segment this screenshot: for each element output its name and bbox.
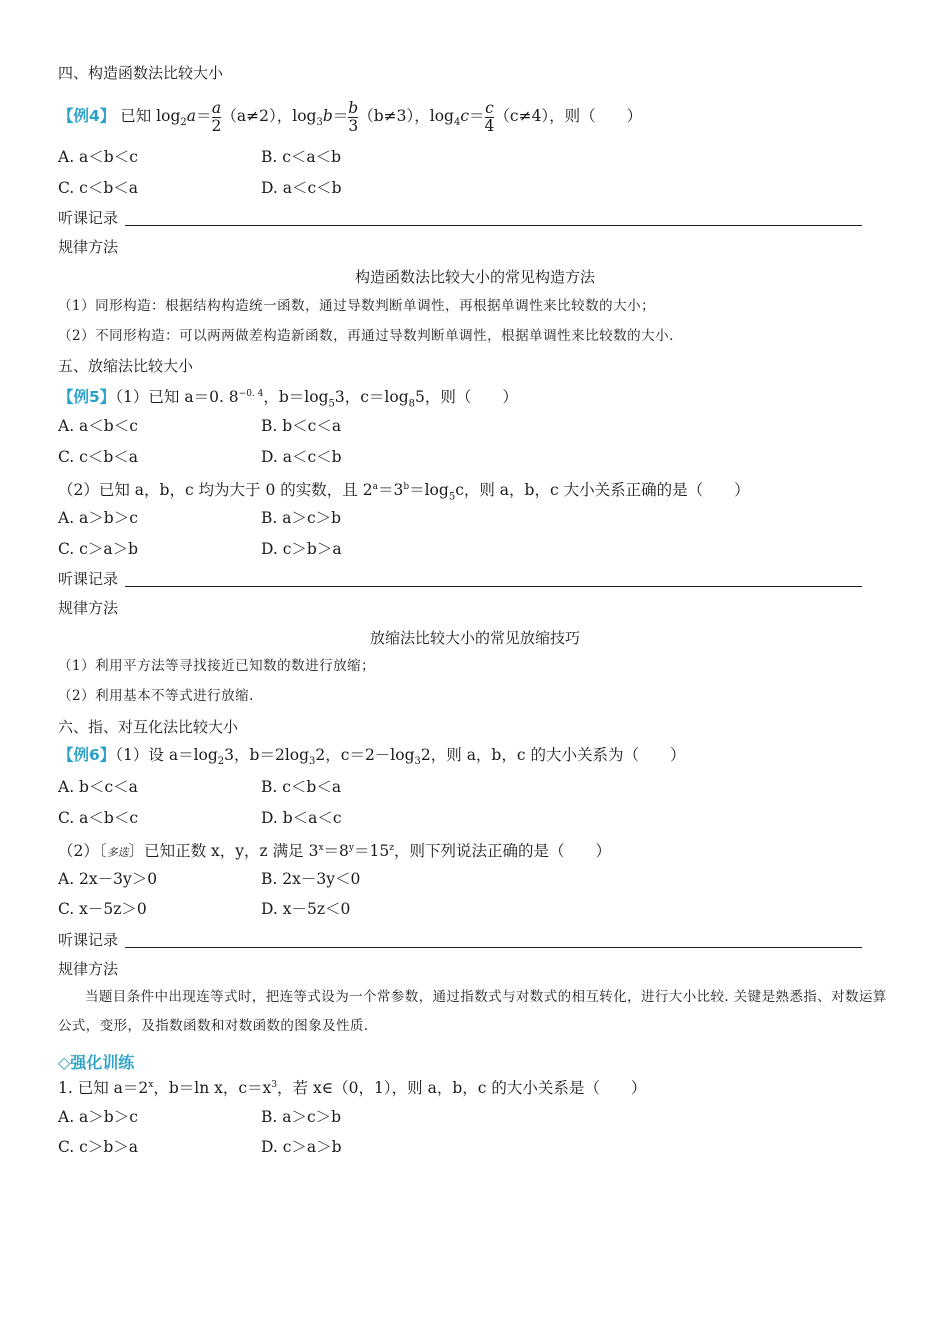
- method-title-5: 放缩法比较大小的常见放缩技巧: [369, 629, 580, 647]
- example-5-1-option-b: B. b＜c＜a: [261, 417, 342, 435]
- notes-line-5: [125, 586, 862, 587]
- training-heading: ◇强化训练: [58, 1053, 135, 1072]
- example-4-option-b: B. c＜a＜b: [261, 148, 342, 166]
- example-4-option-a: A. a＜b＜c: [58, 148, 138, 166]
- example-6-2-option-b: B. 2x－3y＜0: [261, 870, 361, 888]
- method-label-5: 规律方法: [58, 599, 119, 617]
- training-option-b: B. a＞c＞b: [261, 1108, 342, 1126]
- fraction-a-over-2: $\frac{a}{2}$: [211, 98, 222, 135]
- example-6-1-option-c: C. a＜b＜c: [58, 809, 139, 827]
- example-5-question-2: （2）已知 a，b，c 均为大于 0 的实数，且 $2^a=3^b=\log_5c$，则 a，b，c 大小关系正确的是（ ）: [58, 481, 750, 503]
- method-item-4-1: （1）同形构造：根据结构构造统一函数，通过导数判断单调性，再根据单调性来比较数的大小；: [58, 298, 656, 314]
- notes-label-5: 听课记录: [58, 570, 119, 588]
- example-5-2-option-b: B. a＞c＞b: [261, 509, 342, 527]
- example-6-1-option-d: D. b＜a＜c: [261, 809, 342, 827]
- training-question-1: 1. 已知 $a=2^x$，b＝ln x，$c=x^3$，若 x∈（0，1），则 a，b，c 的大小关系是（ ）: [58, 1079, 647, 1098]
- example-6-1-option-b: B. c＜b＜a: [261, 778, 342, 796]
- example-4-option-c: C. c＜b＜a: [58, 179, 139, 197]
- multi-select-tag: 多选: [106, 846, 129, 860]
- example-5-1-option-c: C. c＜b＜a: [58, 448, 139, 466]
- method-title-4: 构造函数法比较大小的常见构造方法: [354, 268, 595, 286]
- example-5-1-option-a: A. a＜b＜c: [58, 417, 138, 435]
- example-6-question-1: 【例6】（1）设 $a=\log_23$，$b=2\log_32$，$c=2-\log_32$，则 a，b，c 的大小关系为（ ）: [58, 746, 686, 768]
- example-5-2-option-a: A. a＞b＞c: [58, 509, 138, 527]
- example-6-tag: 【例6】: [58, 746, 116, 764]
- fraction-b-over-3: $\frac{b}{3}$: [348, 98, 359, 135]
- example-5-tag: 【例5】: [58, 388, 116, 407]
- example-4-tag: 【例4】: [58, 107, 116, 125]
- section-5-heading: 五、放缩法比较大小: [58, 357, 194, 375]
- example-6-2-option-a: A. 2x－3y＞0: [58, 870, 158, 888]
- method-text-6: 当题目条件中出现连等式时，把连等式设为一个常参数，通过指数式与对数式的相互转化，进行大小比较. 关键是熟悉指、对数运算公式，变形，及指数函数和对数函数的图象及性质.: [58, 989, 887, 1034]
- notes-line-6: [125, 947, 862, 948]
- section-6-heading: 六、指、对互化法比较大小: [58, 718, 239, 736]
- example-4-question: 【例4】 已知 $\log_2a=$ $\frac{a}{2}$ （a≠2），$\log_3b=$ $\frac{b}{3}$ （b≠3），$\log_4c=$ $\frac{c}{4}$ （c≠4），则（ ）: [58, 98, 643, 135]
- notes-label-4: 听课记录: [58, 209, 119, 227]
- method-item-5-2: （2）利用基本不等式进行放缩.: [58, 688, 254, 704]
- training-option-c: C. c＞b＞a: [58, 1138, 139, 1156]
- example-5-1-option-d: D. a＜c＜b: [261, 448, 342, 466]
- example-6-question-2: （2）〔多选〕已知正数 x，y，z 满足 $3^x=8^y=15^z$，则下列说法正确的是（ ）: [58, 838, 611, 863]
- method-label-4: 规律方法: [58, 238, 119, 256]
- notes-label-6: 听课记录: [58, 931, 119, 949]
- method-item-5-1: （1）利用平方法等寻找接近已知数的数进行放缩；: [58, 658, 376, 674]
- training-option-d: D. c＞a＞b: [261, 1138, 342, 1156]
- example-4-option-d: D. a＜c＜b: [261, 179, 342, 197]
- example-6-2-option-c: C. x－5z＞0: [58, 900, 147, 918]
- example-6-2-option-d: D. x－5z＜0: [261, 900, 351, 918]
- training-option-a: A. a＞b＞c: [58, 1108, 138, 1126]
- section-4-heading: 四、构造函数法比较大小: [58, 64, 224, 82]
- example-5-2-option-c: C. c＞a＞b: [58, 540, 139, 558]
- notes-line-4: [125, 225, 862, 226]
- example-6-1-option-a: A. b＜c＜a: [58, 778, 138, 796]
- fraction-c-over-4: $\frac{c}{4}$: [484, 98, 495, 135]
- method-item-4-2: （2）不同形构造：可以两两做差构造新函数，再通过导数判断单调性，根据单调性来比较数的大小.: [58, 328, 674, 344]
- method-label-6: 规律方法: [58, 960, 119, 978]
- example-5-2-option-d: D. c＞b＞a: [261, 540, 342, 558]
- example-5-question-1: 【例5】（1）已知 a＝0. $8^{-0. 4}$，$b=\log_53$，$c=\log_85$，则（ ）: [58, 388, 518, 410]
